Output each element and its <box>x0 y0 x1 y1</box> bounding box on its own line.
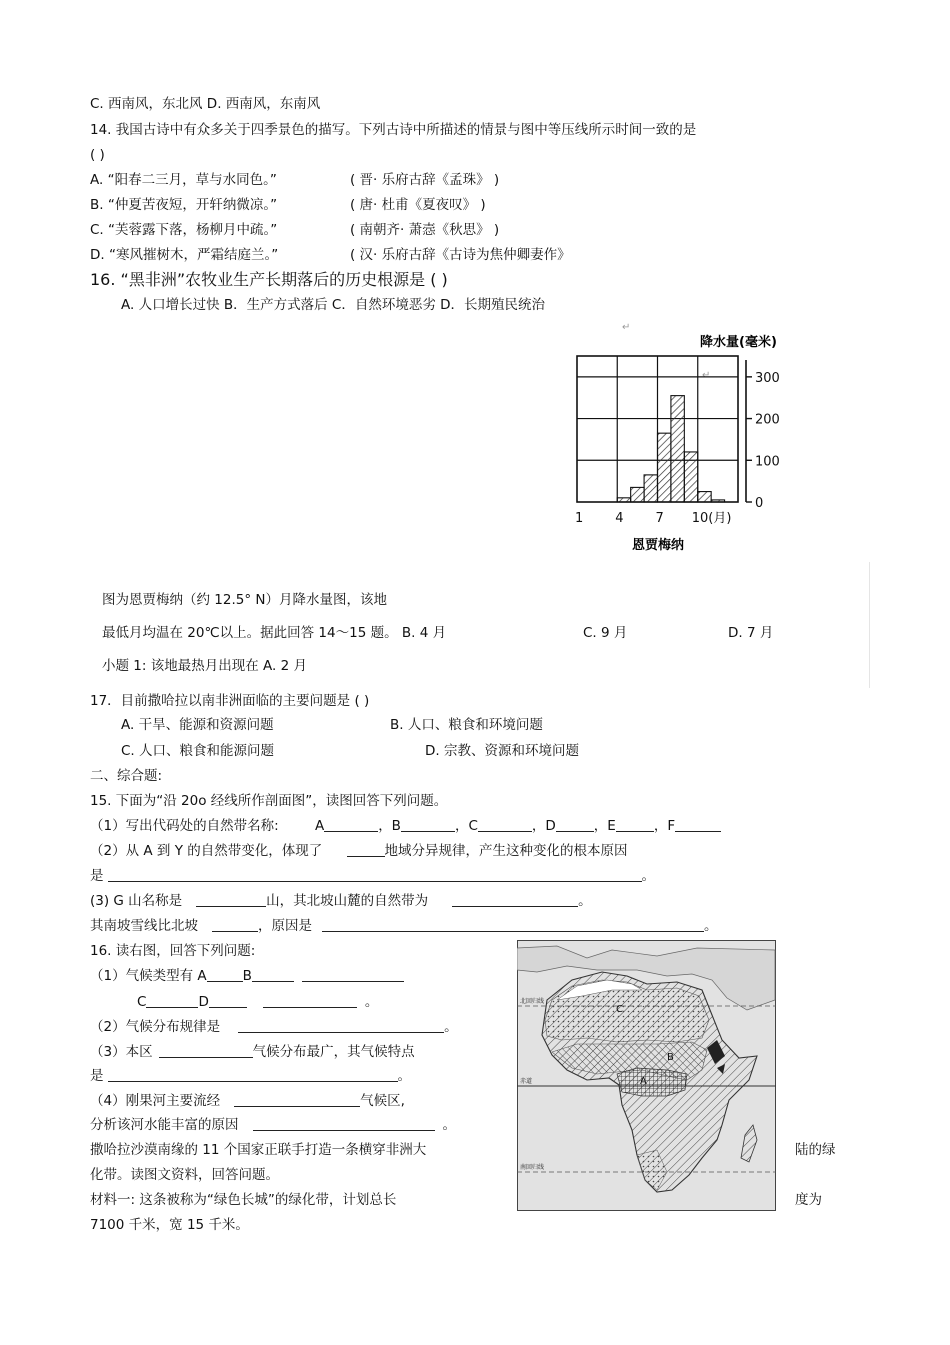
blank-climate-b2[interactable] <box>302 967 404 982</box>
blank-climate-a[interactable] <box>207 967 243 982</box>
blank-cause[interactable] <box>322 917 704 932</box>
question-15-part-3: (3) G 山名称是 山，其北坡山麓的自然带为 。 <box>90 893 592 909</box>
chart-bar <box>711 500 724 502</box>
blank-north-belt[interactable] <box>452 892 578 907</box>
chart-x-tick-label: 4 <box>615 511 624 526</box>
rainforest-zone-a <box>617 1068 687 1096</box>
question-16-part-1: （1）气候类型有 A B <box>90 967 404 985</box>
answer-paren: ( ) <box>90 147 105 163</box>
blank-reason[interactable] <box>108 867 642 882</box>
equator-label: 赤道 <box>520 1078 533 1085</box>
blank-e[interactable] <box>616 817 654 832</box>
question-14: 14. 我国古诗中有众多关于四季景色的描写。下列古诗中所描述的情景与图中等压线所示时间一致的是 <box>90 122 697 138</box>
question-16-part-1-cont: C D 。 <box>137 994 379 1010</box>
blank-congo-climate[interactable] <box>234 1092 360 1107</box>
chart-y-tick-label: 300 <box>755 370 780 386</box>
zone-label-b: B <box>667 1052 674 1063</box>
question-17: 17．目前撒哈拉以南非洲面临的主要问题是 ( ) <box>90 693 370 709</box>
blank-c[interactable] <box>478 817 532 832</box>
passage-line-1: 撒哈拉沙漠南缘的 11 个国家正联手打造一条横穿非洲大 <box>90 1142 427 1158</box>
chart-y-tick-label: 100 <box>755 454 780 470</box>
chart-y-tick-label: 0 <box>755 496 764 511</box>
blank-climate-d[interactable] <box>209 993 247 1008</box>
blank-b[interactable] <box>401 817 455 832</box>
question-16-map: 16. 读右图，回答下列问题: <box>90 943 256 959</box>
passage-line-3-end: 度为 <box>795 1192 822 1208</box>
tropic-of-capricorn-label: 南回归线 <box>520 1164 545 1171</box>
zone-label-a: A <box>640 1076 647 1087</box>
option-a-source: ( 晋· 乐府古辞《孟珠》 ) <box>350 172 500 188</box>
passage-line-3: 材料一: 这条被称为“绿色长城”的绿化带，计划总长 <box>90 1192 397 1208</box>
question-17-d: D. 宗教、资源和环境问题 <box>425 743 579 759</box>
question-16-part-2: （2）气候分布规律是 。 <box>90 1019 458 1035</box>
chart-bar <box>684 452 697 502</box>
question-16-part-4-cont: 分析该河水能丰富的原因 。 <box>90 1117 456 1133</box>
blank-climate-feature[interactable] <box>108 1067 398 1082</box>
blank-mountain[interactable] <box>196 892 266 907</box>
option-c-month: C. 9 月 <box>583 625 628 641</box>
question-15-part-3-cont: 其南坡雪线比北坡 ，原因是 。 <box>90 918 718 934</box>
blank-f[interactable] <box>675 817 721 832</box>
question-17-c: C. 人口、粮食和能源问题 <box>121 743 275 759</box>
question-15-part-2: （2）从 A 到 Y 的自然带变化，体现了 地域分异规律，产生这种变化的根本原因 <box>90 843 628 859</box>
option-a-poem: A. “阳春二三月，草与水同色。” <box>90 172 277 188</box>
option-d-poem: D. “寒风摧树木，严霜结庭兰。” <box>90 247 279 263</box>
blank-d[interactable] <box>556 817 594 832</box>
chart-x-axis <box>575 511 731 526</box>
question-16-part-3-cont: 是 。 <box>90 1068 411 1084</box>
chart-title: 降水量(毫米) <box>700 335 777 350</box>
question-17-b: B. 人口、粮食和环境问题 <box>390 717 543 733</box>
blank-distribution[interactable] <box>238 1018 444 1033</box>
tropic-of-cancer-label: 北回归线 <box>520 998 545 1005</box>
blank-climate-c[interactable] <box>146 993 198 1008</box>
chart-x-tick-label: 1 <box>575 511 584 526</box>
passage-line-2: 化带。读图文资料，回答问题。 <box>90 1167 279 1183</box>
chart-bar <box>698 492 711 502</box>
chart-bar <box>644 475 657 502</box>
option-b-poem: B. “仲夏苦夜短，开轩纳微凉。” <box>90 197 278 213</box>
option-c-d-line: C. 西南风，东北风 D. 西南风，东南风 <box>90 96 321 112</box>
option-b-source: ( 唐· 杜甫《夏夜叹》 ) <box>350 197 486 213</box>
blank-rule[interactable] <box>347 842 385 857</box>
figure-caption-1: 图为恩贾梅纳（约 12.5° N）月降水量图，该地 <box>102 592 387 608</box>
blank-climate-d2[interactable] <box>263 993 357 1008</box>
section-2-heading: 二、综合题: <box>90 768 163 784</box>
chart-bar <box>631 487 644 502</box>
chart-station-name: 恩贾梅纳 <box>632 538 685 553</box>
question-16: 16. “黑非洲”农牧业生产长期落后的历史根源是 ( ) <box>90 270 448 289</box>
passage-line-4: 7100 千米，宽 15 千米。 <box>90 1217 249 1233</box>
blank-hydropower[interactable] <box>253 1116 435 1131</box>
passage-line-1-end: 陆的绿 <box>795 1142 836 1158</box>
precipitation-chart <box>560 320 830 560</box>
chart-y-tick-label: 200 <box>755 412 780 428</box>
africa-climate-map <box>517 940 776 1211</box>
svg-text:↵: ↵ <box>702 370 711 381</box>
blank-climate-b[interactable] <box>252 967 294 982</box>
question-16-part-3: （3）本区 气候分布最广，其气候特点 <box>90 1044 415 1060</box>
page-divider <box>869 562 870 688</box>
chart-bar <box>671 396 684 502</box>
chart-y-axis <box>746 360 780 511</box>
blank-a[interactable] <box>324 817 378 832</box>
chart-x-tick-label: 7 <box>655 511 664 526</box>
question-15: 15. 下面为“沿 20o 经线所作剖面图”，读图回答下列问题。 <box>90 793 448 809</box>
option-d-source: ( 汉· 乐府古辞《古诗为焦仲卿妻作》 <box>350 247 571 263</box>
sub-question-1: 小题 1: 该地最热月出现在 A. 2 月 <box>102 658 307 674</box>
option-c-poem: C. “芙蓉露下落，杨柳月中疏。” <box>90 222 278 238</box>
chart-x-tick-label: 10(月) <box>691 511 732 526</box>
question-16-part-4: （4）刚果河主要流经 气候区, <box>90 1093 405 1109</box>
svg-text:↵: ↵ <box>622 322 631 333</box>
blank-snowline[interactable] <box>212 917 258 932</box>
option-c-source: ( 南朝齐· 萧悫《秋思》 ) <box>350 222 500 238</box>
chart-bar <box>617 498 630 502</box>
chart-bar <box>658 433 671 502</box>
figure-caption-2: 最低月均温在 20℃以上。据此回答 14～15 题。 B. 4 月 <box>102 625 447 641</box>
chart-bars <box>617 396 724 502</box>
question-16-options: A. 人口增长过快 B．生产方式落后 C．自然环境恶劣 D．长期殖民统治 <box>121 297 546 313</box>
option-d-month: D. 7 月 <box>728 625 774 641</box>
zone-label-c: C <box>616 1004 623 1015</box>
blank-widest-climate[interactable] <box>159 1043 253 1058</box>
question-15-part-1: （1）写出代码处的自然带名称: A ，B ，C ，D ，E ，F <box>90 817 721 835</box>
question-15-part-2-cont: 是 。 <box>90 868 655 884</box>
question-17-a: A. 干旱、能源和资源问题 <box>121 717 274 733</box>
